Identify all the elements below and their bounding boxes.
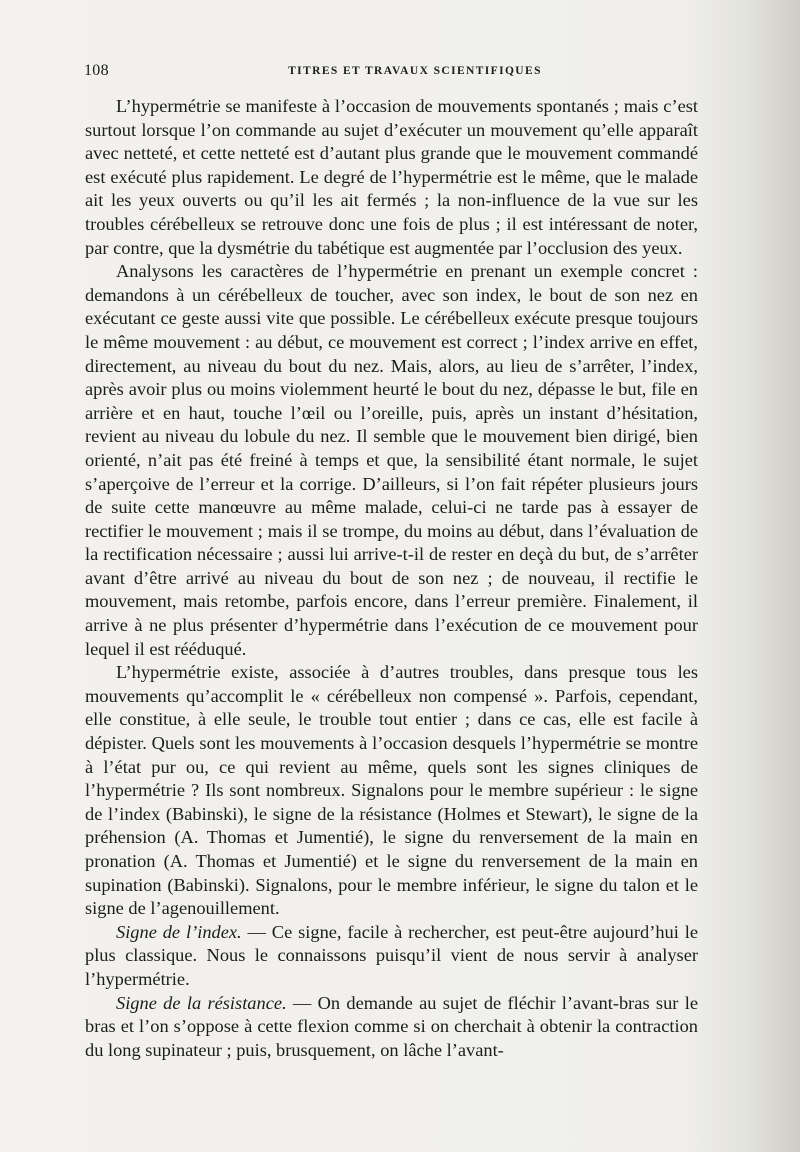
section-heading-signe-index: Signe de l’index. xyxy=(116,921,242,942)
section-heading-signe-resistance: Signe de la résistance. xyxy=(116,992,287,1013)
paragraph-text: L’hypermétrie se manifeste à l’occasion de mouvements spontanés ; mais c’est surtout lorsque l’on commande au sujet d’exécuter un mouvement qu’elle apparaît avec netteté, et cette netteté est d’autant plus grande que le mouvement commandé est exécuté plus rapidement. Le degré de l’hypermétrie est le même, que le malade ait les yeux ouverts ou qu’il les ait fermés ; la non-influence de la vue sur les troubles cérébelleux se retrouve donc une fois de plus ; il est intéressant de noter, par contre, que la dysmétrie du tabétique est augmentée par l’occlusion des yeux. xyxy=(85,96,698,258)
paragraph-hypermetrie-spontanee xyxy=(85,95,698,260)
paragraph-text: On demande au sujet de fléchir l’avant-bras sur le bras et l’on s’oppose à cette flexion comme si on cherchait à obtenir la contraction du long supinateur ; puis, brusquement, on lâche l’avant- xyxy=(85,992,698,1060)
paragraph-text: L’hypermétrie existe, associée à d’autres troubles, dans presque tous les mouvements qu’accomplit le « cérébelleux non compensé ». Parfois, cependant, elle constitue, à elle seule, le trouble tout entier ; dans ce cas, elle est facile à dépister. Quels sont les mouvements à l’occasion desquels l’hypermétrie se montre à l’état pur ou, ce qui revient au même, quels sont les signes cliniques de l’hypermétrie ? Ils sont nombreux. Signalons pour le membre supérieur : le signe de l’index (Babinski), le signe de la résistance (Holmes et Stewart), le signe de la préhension (A. Thomas et Jumentié), le signe du renversement de la main en pronation (A. Thomas et Jumentié) et le signe du renversement de la main en supination (Babinski). Signalons, pour le membre inférieur, le signe du talon et le signe de l’agenouillement. xyxy=(85,662,698,919)
running-title: TITRES ET TRAVAUX SCIENTIFIQUES xyxy=(288,65,542,77)
body-text xyxy=(85,95,698,1062)
page-header xyxy=(84,62,700,84)
page-number: 108 xyxy=(84,62,109,79)
paragraph-signe-resistance: Signe de la résistance. — On demande au sujet de fléchir l’avant-bras sur le bras et l’on s’oppose à cette flexion comme si on cherchait à obtenir la contraction du long supinateur ; puis, brusquement, on lâche l’avant- xyxy=(85,992,698,1060)
paragraph-signes-cliniques xyxy=(85,661,698,921)
paragraph-text: Ce signe, facile à rechercher, est peut-être aujourd’hui le plus classique. Nous le connaissons puisqu’il vient de nous servir à analyser l’hypermétrie. xyxy=(85,921,698,989)
paragraph-signe-index: Signe de l’index. — Ce signe, facile à rechercher, est peut-être aujourd’hui le plus classique. Nous le connaissons puisqu’il vient de nous servir à analyser l’hypermétrie. xyxy=(85,921,698,989)
paragraph-exemple-concret xyxy=(85,260,698,661)
paragraph-text: Analysons les caractères de l’hypermétrie en prenant un exemple concret : demandons à un cérébelleux de toucher, avec son index, le bout de son nez en exécutant ce geste aussi vite que possible. Le cérébelleux exécute presque toujours le même mouvement : au début, ce mouvement est correct ; l’index arrive en effet, directement, au niveau du bout du nez. Mais, alors, au lieu de s’arrêter, l’index, après avoir plus ou moins violemment heurté le bout du nez, dépasse le but, file en arrière et en haut, touche l’œil ou l’oreille, puis, après un instant d’hésitation, revient au niveau du lobule du nez. Il semble que le mouvement bien dirigé, bien orienté, n’ait pas été freiné à temps et que, la sensibilité étant normale, le sujet s’aperçoive de l’erreur et la corrige. D’ailleurs, si l’on fait répéter plusieurs jours de suite cette manœuvre au même malade, celui-ci ne tarde pas à essayer de rectifier le mouvement ; mais il se trompe, du moins au début, dans l’évaluation de la rectification nécessaire ; aussi lui arrive-t-il de rester en deçà du but, de s’arrêter avant d’être arrivé au niveau du bout de son nez ; de nouveau, il rectifie le mouvement, mais retombe, parfois encore, dans l’erreur première. Finalement, il arrive à ne plus présenter d’hypermétrie dans l’exécution de ce mouvement pour lequel il est rééduqué. xyxy=(85,261,698,659)
